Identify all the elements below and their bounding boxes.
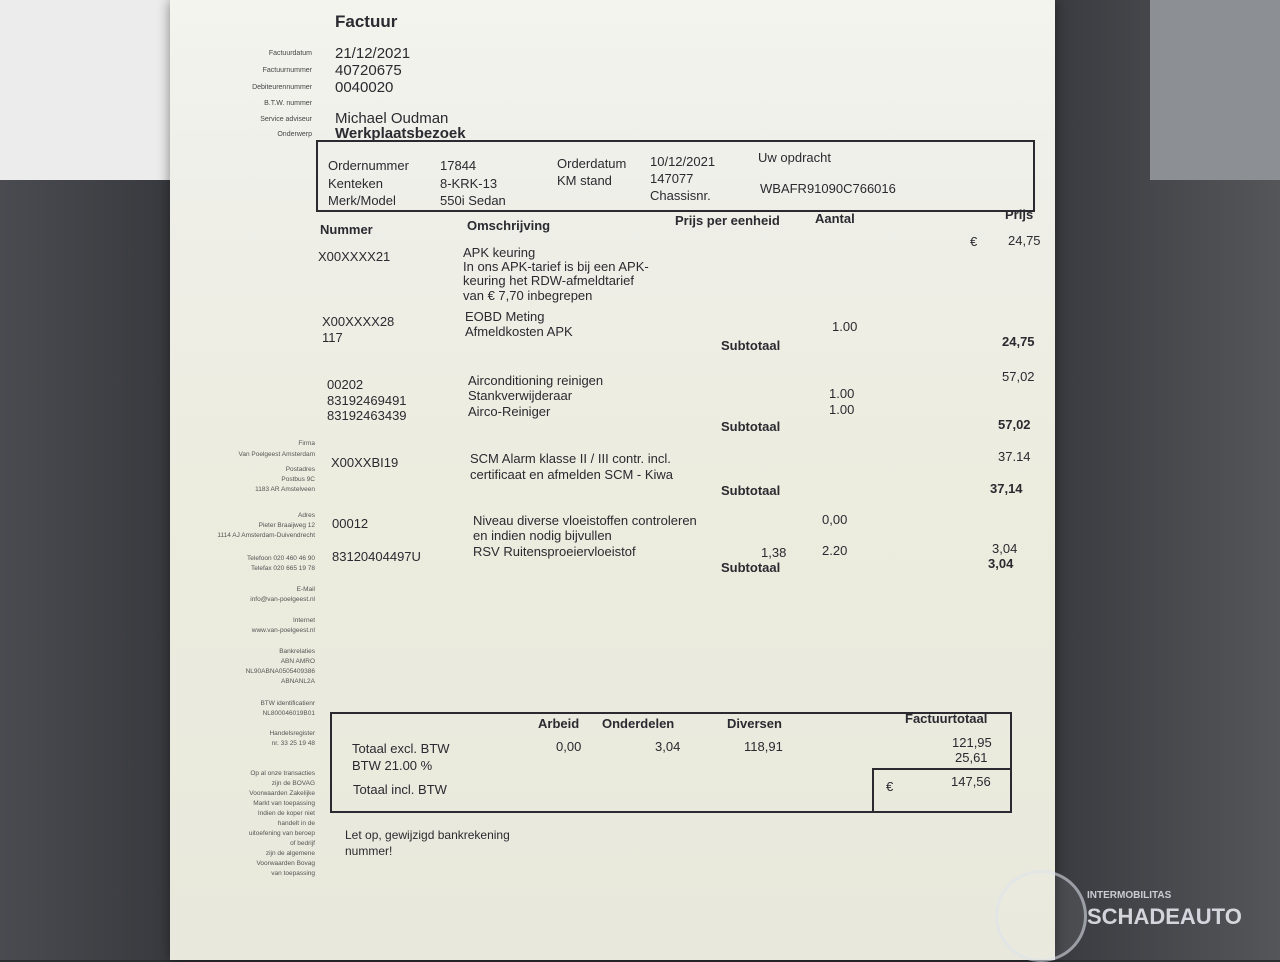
sidebar-terms: Indien de koper niet	[257, 810, 315, 817]
sidebar-postadres-line: Postbus 9C	[281, 476, 315, 483]
line-description: APK keuring	[463, 245, 536, 260]
sidebar-terms: Markt van toepassing	[253, 800, 315, 807]
field-label-number: Factuurnummer	[262, 67, 312, 74]
line-unit-price: 1,38	[761, 545, 787, 560]
totals-btw-value: 25,61	[955, 750, 988, 765]
sidebar-adres-label: Adres	[298, 512, 315, 519]
sidebar-btw-value: NL800046019B01	[262, 710, 315, 717]
sidebar-kvk-label: Handelsregister	[269, 730, 315, 737]
sidebar-email-value: info@van-poelgeest.nl	[250, 596, 315, 603]
field-label-debtor: Debiteurennummer	[252, 84, 312, 91]
line-price: 3,04	[992, 541, 1018, 556]
invoice-title: Factuur	[335, 12, 398, 31]
col-aantal: Aantal	[815, 211, 855, 226]
line-description: EOBD Meting	[465, 309, 545, 324]
merk-value: 550i Sedan	[440, 193, 506, 208]
sidebar-telefoon: Telefoon 020 460 46 90	[247, 555, 315, 562]
chassis-label: Chassisnr.	[650, 188, 711, 203]
field-value-subject: Werkplaatsbezoek	[335, 125, 466, 142]
merk-label: Merk/Model	[328, 193, 396, 208]
line-description: Stankverwijderaar	[468, 388, 573, 403]
totals-euro-sign: €	[886, 779, 894, 794]
subtotal-label: Subtotaal	[721, 338, 781, 353]
line-description: Niveau diverse vloeistoffen controleren	[473, 513, 697, 528]
totals-factuurtotaal-label: Factuurtotaal	[905, 711, 988, 726]
invoice-paper	[170, 0, 1055, 960]
line-quantity: 1.00	[829, 402, 855, 417]
totals-excl-value: 121,95	[952, 735, 992, 750]
subtotal-value: 57,02	[998, 417, 1031, 432]
sidebar-internet-value: www.van-poelgeest.nl	[251, 627, 315, 634]
sidebar-terms: of bedrijf	[290, 840, 315, 847]
line-description: RSV Ruitensproeiervloeistof	[473, 544, 636, 559]
watermark-small-text: INTERMOBILITAS	[1087, 890, 1172, 901]
kenteken-value: 8-KRK-13	[440, 176, 498, 191]
background-grey-area	[1150, 0, 1280, 180]
km-label: KM stand	[557, 173, 612, 188]
line-code: X00XXXX21	[318, 249, 391, 264]
sidebar-postadres-label: Postadres	[285, 466, 315, 473]
totals-onderdelen-label: Onderdelen	[602, 716, 675, 731]
ordernummer-label: Ordernummer	[328, 158, 409, 173]
line-description: en indien nodig bijvullen	[473, 528, 612, 543]
sidebar-terms: uitoefening van beroep	[248, 830, 315, 837]
line-quantity: 0,00	[822, 512, 848, 527]
field-label-vat: B.T.W. nummer	[264, 100, 312, 107]
line-code: X00XXBI19	[331, 455, 399, 470]
subtotal-label: Subtotaal	[721, 419, 781, 434]
sidebar-bank-line: ABN AMRO	[280, 658, 315, 665]
sidebar-telefax: Telefax 020 665 19 78	[251, 565, 315, 572]
field-label-advisor: Service adviseur	[260, 116, 312, 123]
sidebar-terms: zijn de BOVAG	[271, 780, 315, 787]
line-code: X00XXXX28	[322, 314, 395, 329]
subtotal-value: 24,75	[1002, 334, 1035, 349]
uw-opdracht: Uw opdracht	[758, 150, 831, 165]
line-price: 24,75	[1008, 233, 1041, 248]
col-prijs-eenheid: Prijs per eenheid	[675, 213, 780, 228]
line-code: 83120404497U	[332, 549, 421, 564]
line-code: 00012	[332, 516, 369, 531]
sidebar-terms: Op al onze transacties	[250, 770, 315, 777]
line-code: 00202	[327, 377, 364, 392]
line-quantity: 2.20	[822, 543, 848, 558]
ordernummer-value: 17844	[440, 158, 477, 173]
totals-btw-label: BTW 21.00 %	[352, 758, 433, 773]
line-description: certificaat en afmelden SCM - Kiwa	[470, 467, 674, 482]
line-description: In ons APK-tarief is bij een APK-	[463, 259, 649, 274]
sidebar-bank-label: Bankrelaties	[279, 648, 315, 655]
bank-change-note: nummer!	[345, 844, 393, 858]
field-value-number: 40720675	[335, 62, 402, 79]
subtotal-value: 3,04	[988, 556, 1014, 571]
subtotal-label: Subtotaal	[721, 483, 781, 498]
bank-change-note: Let op, gewijzigd bankrekening	[345, 828, 510, 842]
field-value-date: 21/12/2021	[335, 45, 411, 62]
sidebar-terms: van toepassing	[271, 870, 315, 877]
sidebar-postadres-line: 1183 AR Amstelveen	[255, 486, 315, 493]
sidebar-kvk-value: nr. 33 25 19 48	[271, 740, 315, 747]
line-code: 117	[322, 330, 343, 345]
line-price: 57,02	[1002, 369, 1035, 384]
line-quantity: 1.00	[829, 386, 855, 401]
line-description: Airco-Reiniger	[468, 404, 551, 419]
totals-excl-label: Totaal excl. BTW	[352, 741, 450, 756]
totals-onderdelen-value: 3,04	[655, 739, 681, 754]
sidebar-email-label: E-Mail	[296, 586, 315, 593]
sidebar-btw-label: BTW identificatienr	[260, 700, 315, 707]
sidebar-adres-line: 1114 AJ Amsterdam-Duivendrecht	[217, 532, 315, 539]
totals-incl-value: 147,56	[951, 774, 991, 789]
orderdatum-value: 10/12/2021	[650, 154, 716, 169]
sidebar-adres-line: Pieter Braaijweg 12	[258, 522, 315, 529]
totals-diversen-value: 118,91	[744, 739, 783, 754]
km-value: 147077	[650, 171, 694, 186]
euro-sign: €	[970, 234, 978, 249]
totals-arbeid-value: 0,00	[556, 739, 582, 754]
field-label-subject: Onderwerp	[277, 131, 312, 138]
subtotal-value: 37,14	[990, 481, 1023, 496]
sidebar-firma-value: Van Poelgeest Amsterdam	[238, 451, 315, 458]
sidebar-bank-line: ABNANL2A	[281, 678, 315, 685]
line-description: Afmeldkosten APK	[465, 324, 573, 339]
line-description: Airconditioning reinigen	[468, 373, 604, 388]
sidebar-firma-label: Firma	[298, 440, 315, 447]
globe-icon	[995, 870, 1087, 962]
field-value-advisor: Michael Oudman	[335, 110, 449, 127]
sidebar-bank-line: NL90ABNA0505409386	[245, 668, 315, 675]
subtotal-label: Subtotaal	[721, 560, 781, 575]
watermark-big-text: SCHADEAUTO	[1087, 904, 1242, 929]
line-description: van € 7,70 inbegrepen	[463, 288, 593, 303]
line-description: SCM Alarm klasse II / III contr. incl.	[470, 451, 671, 466]
sidebar-terms: Voorwaarden Bovag	[256, 860, 315, 867]
sidebar-terms: handelt in de	[277, 820, 315, 827]
field-label-date: Factuurdatum	[268, 50, 312, 57]
col-nummer: Nummer	[320, 222, 373, 237]
col-omschrijving: Omschrijving	[467, 218, 551, 233]
totals-arbeid-label: Arbeid	[538, 716, 580, 731]
field-value-debtor: 0040020	[335, 79, 394, 96]
line-description: keuring het RDW-afmeldtarief	[463, 273, 634, 288]
line-quantity: 1.00	[832, 319, 858, 334]
totals-incl-label: Totaal incl. BTW	[353, 782, 447, 797]
sidebar-terms: zijn de algemene	[265, 850, 315, 857]
totals-diversen-label: Diversen	[727, 716, 782, 731]
line-price: 37.14	[998, 449, 1031, 464]
chassis-value: WBAFR91090C766016	[760, 181, 896, 196]
sidebar-terms: Voorwaarden Zakelijke	[249, 790, 315, 797]
line-code: 83192469491	[327, 393, 407, 408]
orderdatum-label: Orderdatum	[557, 156, 627, 171]
sidebar-internet-label: Internet	[292, 617, 315, 624]
kenteken-label: Kenteken	[328, 176, 383, 191]
col-prijs: Prijs	[1005, 207, 1034, 222]
line-code: 83192463439	[327, 408, 407, 423]
